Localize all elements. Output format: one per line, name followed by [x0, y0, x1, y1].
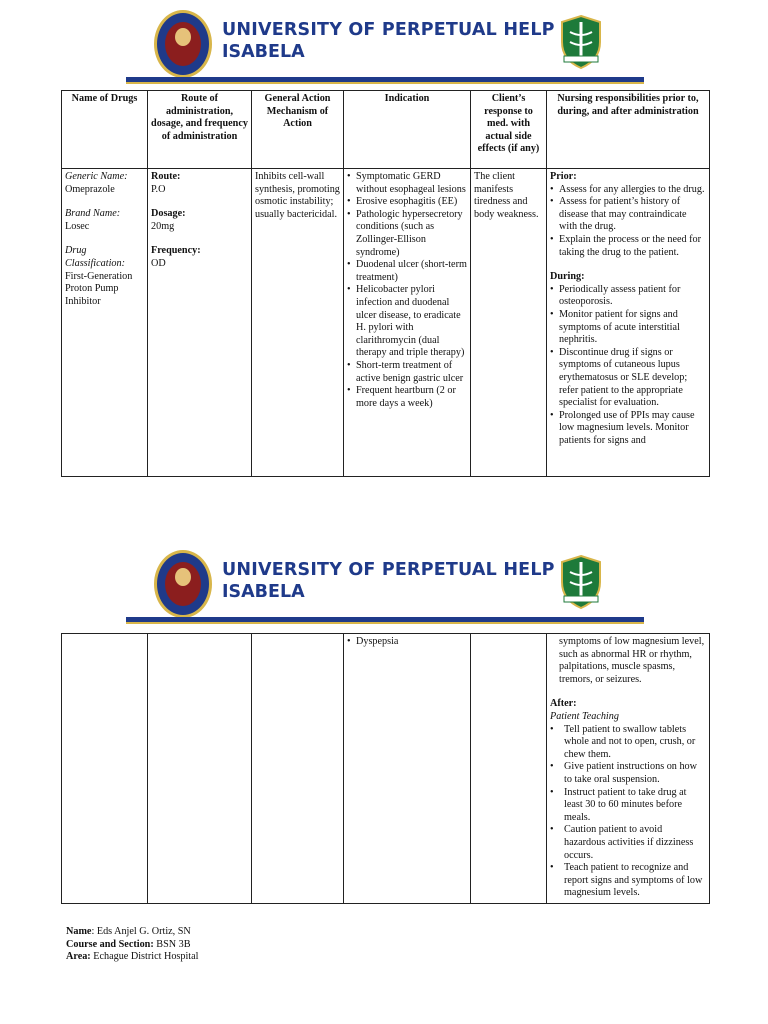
after-item: • Instruct patient to take drug at least 30 to 60 minutes before meals. — [550, 787, 706, 825]
prior-item: • Assess for any allergies to the drug. — [550, 184, 706, 197]
frequency-label: Frequency: — [151, 245, 201, 257]
indication-item: • Helicobacter pylori infection and duodenal ulcer disease, to eradicate H. pylori with clarithromycin (dual therapy and triple therapy) — [347, 284, 467, 360]
indication-item: • Short-term treatment of active benign gastric ulcer — [347, 360, 467, 385]
indication-cell — [344, 169, 471, 477]
indication-item: • Erosive esophagitis (EE) — [347, 196, 467, 209]
route-cell — [148, 634, 252, 904]
after-item: • Tell patient to swallow tablets whole and not to open, crush, or chew them. — [550, 724, 706, 762]
indication-item: • Pathologic hypersecretory conditions (such as Zollinger-Ellison syndrome) — [347, 209, 467, 259]
area-label: Area: — [66, 951, 91, 963]
prior-item: • Explain the process or the need for taking the drug to the patient. — [550, 234, 706, 259]
page-header — [0, 0, 768, 88]
column-header: Nursing responsibilities prior to, during, and after administration — [547, 91, 710, 169]
classification-label: Drug Classification: — [65, 245, 125, 269]
after-item: • Give patient instructions on how to take oral suspension. — [550, 761, 706, 786]
column-header: Client’s response to med. with actual side effects (if any) — [471, 91, 547, 169]
column-header: Indication — [344, 91, 471, 169]
route-cell — [148, 169, 252, 477]
drug-name-cell — [62, 169, 148, 477]
university-name: UNIVERSITY OF PERPETUAL HELP — [222, 20, 555, 40]
campus-name: ISABELA — [222, 42, 305, 62]
name-label: Name — [66, 926, 92, 937]
column-header: Name of Drugs — [62, 91, 148, 169]
student-info — [66, 926, 199, 964]
brand-name: Losec — [65, 220, 90, 232]
university-seal-icon — [154, 550, 212, 618]
brand-name-label: Brand Name: — [65, 208, 121, 220]
patient-teaching-label: Patient Teaching — [550, 710, 619, 722]
route-label: Route: — [151, 171, 181, 182]
indication-item: • Symptomatic GERD without esophageal lesions — [347, 171, 467, 196]
column-header: Route of administration, dosage, and frequency of administration — [148, 91, 252, 169]
student-name: : Eds Anjel G. Ortiz, SN — [91, 926, 191, 937]
during-item-continued: symptoms of low magnesium level, such as abnormal HR or rhythm, palpitations, muscle spasms, tremors, or seizures. — [559, 636, 705, 685]
drug-name-cell — [62, 634, 148, 904]
header-rule-accent — [126, 82, 644, 84]
after-item: • Caution patient to avoid hazardous activities if dizziness occurs. — [550, 824, 706, 862]
during-item: • Prolonged use of PPIs may cause low magnesium levels. Monitor patients for signs and — [550, 410, 706, 448]
prior-label: Prior: — [550, 171, 577, 182]
university-name: UNIVERSITY OF PERPETUAL HELP — [222, 560, 555, 580]
college-of-nursing-logo-icon — [556, 12, 606, 70]
indication-item: • Dyspepsia — [347, 636, 467, 649]
course-value: BSN 3B — [153, 938, 191, 950]
mechanism-cell — [252, 634, 344, 904]
prior-item: • Assess for patient’s history of disease that may contraindicate with the drug. — [550, 196, 706, 234]
generic-name-label: Generic Name: — [65, 171, 128, 182]
indication-item: • Duodenal ulcer (short-term treatment) — [347, 259, 467, 284]
drug-classification: First-Generation Proton Pump Inhibitor — [65, 270, 133, 307]
header-rule-accent — [126, 622, 644, 624]
generic-name: Omeprazole — [65, 183, 115, 195]
area-value: Echague District Hospital — [90, 951, 199, 963]
frequency-value: OD — [151, 257, 166, 269]
during-item: • Monitor patient for signs and symptoms of acute interstitial nephritis. — [550, 309, 706, 347]
nursing-responsibilities-cell — [547, 634, 710, 904]
mechanism-cell: Inhibits cell-wall synthesis, promoting osmotic instability; usually bactericidal. — [252, 169, 344, 477]
dosage-value: 20mg — [151, 220, 175, 232]
client-response-cell: The client manifests tiredness and body weakness. — [471, 169, 547, 477]
during-item: • Discontinue drug if signs or symptoms of cutaneous lupus erythematosus or SLE develop; refer patient to the appropriate specialist for evaluation. — [550, 347, 706, 410]
drug-study-table — [61, 90, 710, 477]
nursing-responsibilities-cell — [547, 169, 710, 477]
dosage-label: Dosage: — [151, 208, 186, 220]
student-name-line — [66, 926, 199, 939]
university-seal-icon — [154, 10, 212, 78]
client-response-cell — [471, 634, 547, 904]
course-label: Course and Section: — [66, 938, 154, 950]
during-item: • Periodically assess patient for osteoporosis. — [550, 284, 706, 309]
course-line — [66, 939, 199, 952]
column-header: General Action Mechanism of Action — [252, 91, 344, 169]
campus-name: ISABELA — [222, 582, 305, 602]
area-line — [66, 951, 199, 964]
route-value: P.O — [151, 183, 166, 195]
during-label: During: — [550, 271, 585, 283]
drug-study-table-continued — [61, 633, 710, 904]
page-header — [0, 540, 768, 628]
after-label: After: — [550, 698, 577, 710]
college-of-nursing-logo-icon — [556, 552, 606, 610]
after-item: • Teach patient to recognize and report signs and symptoms of low magnesium levels. — [550, 862, 706, 900]
indication-cell — [344, 634, 471, 904]
indication-item: • Frequent heartburn (2 or more days a week) — [347, 385, 467, 410]
